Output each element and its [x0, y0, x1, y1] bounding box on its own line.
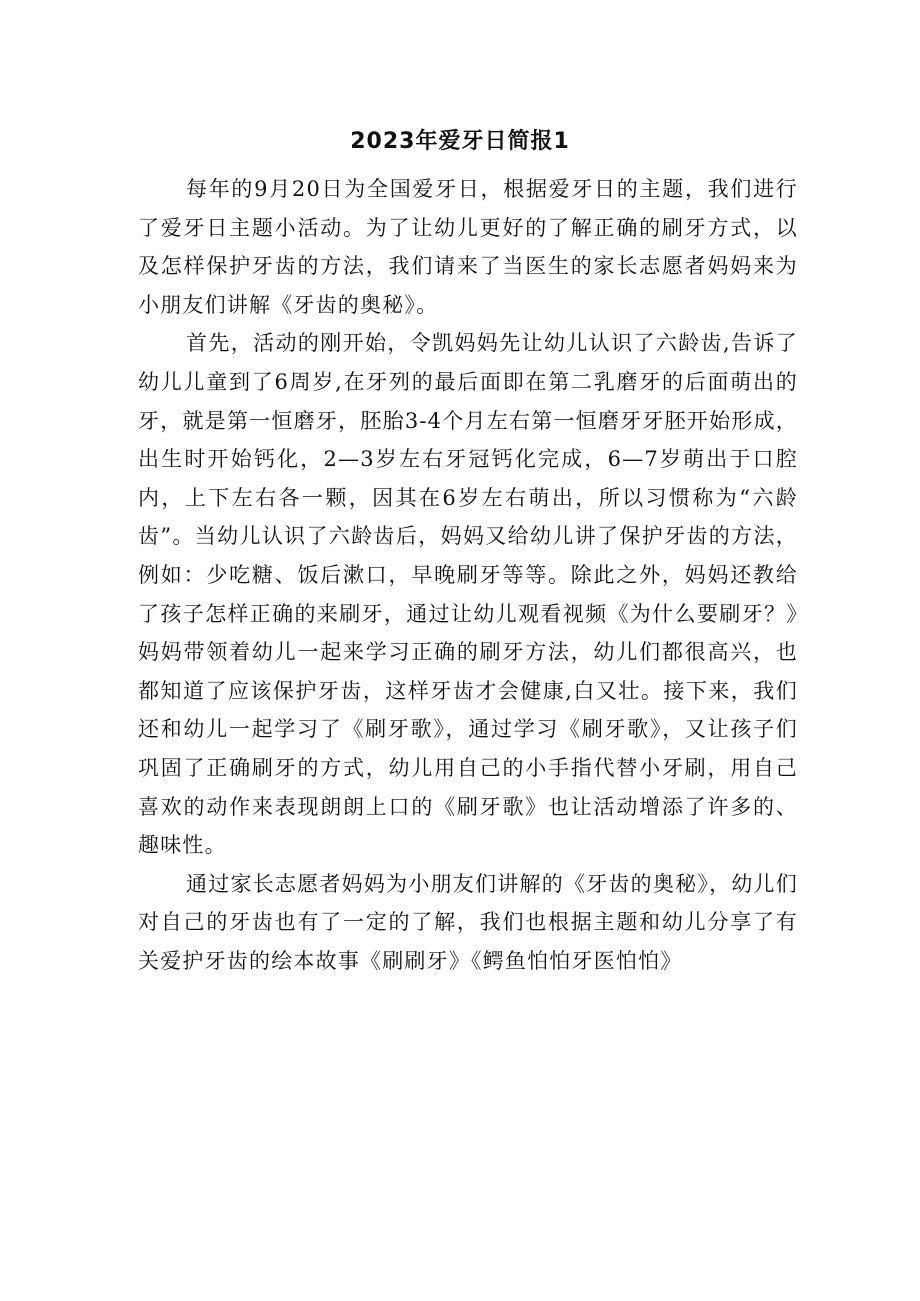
paragraph-summary: 通过家长志愿者妈妈为小朋友们讲解的《牙齿的奥秘》，幼儿们对自己的牙齿也有了一定的了解，我们也根据主题和幼儿分享了有关爱护牙齿的绘本故事《刷刷牙》《鳄鱼怕怕牙医怕怕》: [138, 871, 798, 973]
document-body: [138, 170, 798, 980]
paragraph-intro: 每年的9月20日为全国爱牙日，根据爱牙日的主题，我们进行了爱牙日主题小活动。为了让幼儿更好的了解正确的刷牙方式，以及怎样保护牙齿的方法，我们请来了当医生的家长志愿者妈妈来为小朋友们讲解《牙齿的奥秘》。: [138, 177, 798, 317]
paragraph-activity: 首先，活动的刚开始，令凯妈妈先让幼儿认识了六龄齿,告诉了幼儿儿童到了6周岁,在牙列的最后面即在第二乳磨牙的后面萌出的牙，就是第一恒磨牙，胚胎3-4个月左右第一恒磨牙牙胚开始形成，出生时开始钙化，2—3岁左右牙冠钙化完成，6—7岁萌出于口腔内，上下左右各一颗，因其在6岁左右萌出，所以习惯称为“六龄齿”。当幼儿认识了六龄齿后，妈妈又给幼儿讲了保护牙齿的方法，例如：少吃糖、饭后漱口，早晚刷牙等等。除此之外，妈妈还教给了孩子怎样正确的来刷牙，通过让幼儿观看视频《为什么要刷牙？》妈妈带领着幼儿一起来学习正确的刷牙方法，幼儿们都很高兴，也都知道了应该保护牙齿，这样牙齿才会健康,白又壮。接下来，我们还和幼儿一起学习了《刷牙歌》，通过学习《刷牙歌》，又让孩子们巩固了正确刷牙的方式，幼儿用自己的小手指代替小牙刷，用自己喜欢的动作来表现朗朗上口的《刷牙歌》也让活动增添了许多的、趣味性。: [138, 331, 798, 858]
document-title: 2023年爱牙日简报1: [350, 129, 570, 154]
